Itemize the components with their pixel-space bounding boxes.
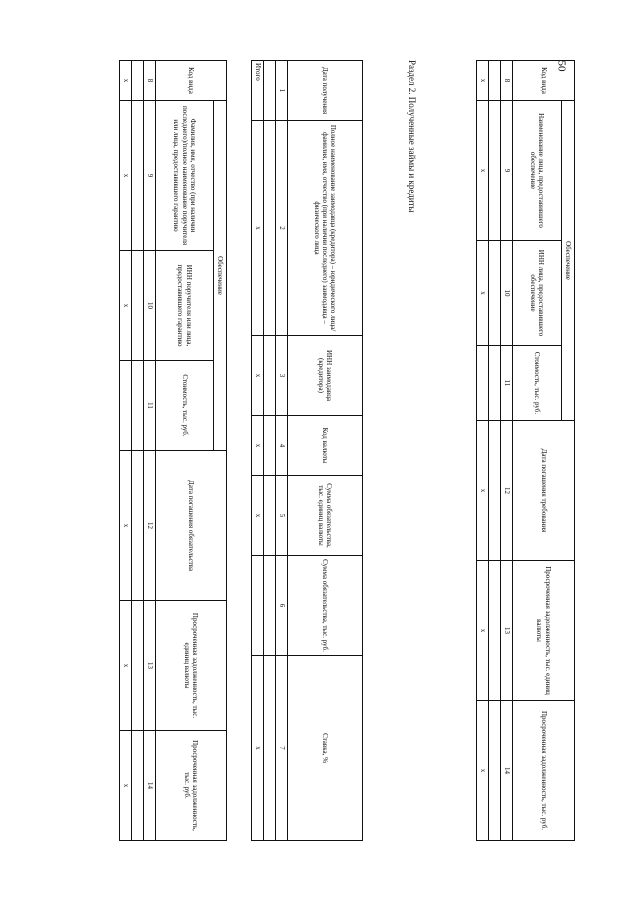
col-number: 4: [276, 416, 288, 476]
col-number: 6: [276, 556, 288, 656]
itogo-label: Итого: [252, 61, 264, 121]
header-fio-poruchitelya: Фамилия, имя, отчество (при наличии последнего)/полное наименование поручителя или лица, предоставившего гарантию: [156, 101, 214, 251]
header-summa-rub: Сумма обязательства, тыс. руб.: [288, 556, 363, 656]
x-cell: х: [252, 416, 264, 476]
header-inn-poruchitelya: ИНН поручителя или лица, предоставившего гарантию: [156, 251, 214, 361]
empty-row: [132, 61, 144, 841]
header-kod-vida: Код вида: [156, 61, 227, 101]
x-cell: х: [252, 336, 264, 416]
x-cell: х: [120, 601, 132, 731]
header-summa-valuta: Сумма обязательства, тыс. единиц валюты: [288, 476, 363, 556]
header-prosr-valuta: Просроченная задолженность, тыс. единиц валюты: [513, 561, 575, 701]
empty-row: [489, 61, 501, 841]
col-number: 3: [276, 336, 288, 416]
x-cell: х: [477, 61, 489, 101]
header-prosr-valuta: Просроченная задолженность, тыс. единиц валюты: [156, 601, 227, 731]
header-data-polucheniya: Дата получения: [288, 61, 363, 121]
header-data-pogasheniya: Дата погашения требования: [513, 421, 575, 561]
x-cell: [120, 361, 132, 451]
x-cell: х: [477, 241, 489, 346]
x-cell: х: [252, 476, 264, 556]
x-cell: х: [477, 701, 489, 841]
collateral-table-loans: [119, 60, 227, 841]
page-number: 50: [555, 60, 568, 72]
col-number: 9: [501, 101, 513, 241]
header-inn-lica: ИНН лица, предоставившего обеспечение: [513, 241, 562, 346]
x-row: [120, 61, 132, 841]
x-cell: х: [477, 561, 489, 701]
col-number: 11: [501, 346, 513, 421]
col-number: 10: [144, 251, 156, 361]
x-cell: х: [120, 101, 132, 251]
col-number: 12: [501, 421, 513, 561]
header-stavka: Ставка, %: [288, 656, 363, 841]
x-cell: х: [120, 731, 132, 841]
x-cell: х: [477, 101, 489, 241]
x-cell: х: [120, 61, 132, 101]
collateral-table-receivables: [476, 60, 575, 841]
header-obespechenie: Обеспечение: [214, 101, 227, 451]
header-stoimost: Стоимость, тыс. руб.: [156, 361, 214, 451]
col-number: 11: [144, 361, 156, 451]
x-cell: х: [252, 656, 264, 841]
col-number: 5: [276, 476, 288, 556]
rotated-page-content: [95, 60, 575, 840]
x-cell: х: [252, 121, 264, 336]
x-cell: [477, 346, 489, 421]
col-number: 10: [501, 241, 513, 346]
header-data-pogasheniya: Дата погашения обязательства: [156, 451, 227, 601]
col-number: 7: [276, 656, 288, 841]
loans-received-table: [251, 60, 363, 841]
col-number: 13: [144, 601, 156, 731]
x-cell: х: [120, 251, 132, 361]
empty-row: [264, 61, 276, 841]
col-number: 2: [276, 121, 288, 336]
header-prosr-rub: Просроченная задолженность, тыс. руб.: [156, 731, 227, 841]
col-number: 9: [144, 101, 156, 251]
header-naim-lica: Наименование лица, предоставившего обеспечение: [513, 101, 562, 241]
col-number: 12: [144, 451, 156, 601]
col-number: 1: [276, 61, 288, 121]
header-obespechenie: Обеспечение: [562, 101, 575, 421]
itogo-row: [252, 61, 264, 841]
column-numbers-row: [501, 61, 513, 841]
column-numbers-row: [144, 61, 156, 841]
col-number: 8: [501, 61, 513, 101]
x-cell: х: [120, 451, 132, 601]
header-prosr-rub: Просроченная задолженность, тыс. руб.: [513, 701, 575, 841]
col-number: 13: [501, 561, 513, 701]
x-cell: х: [477, 421, 489, 561]
col-number: 14: [144, 731, 156, 841]
section-2-title: Раздел 2. Полученные займы и кредиты: [407, 60, 417, 213]
col-number: 14: [501, 701, 513, 841]
x-row: [477, 61, 489, 841]
header-inn-zaimodavca: ИНН заимодавца (кредитора): [288, 336, 363, 416]
header-kod-valyuty: Код валюты: [288, 416, 363, 476]
header-kod-vida: Код вида: [513, 61, 575, 101]
col-number: 8: [144, 61, 156, 101]
x-cell: [252, 556, 264, 656]
header-naim-zaimodavca: Полное наименование заимодавца (кредитора) – юридического лица/фамилия, имя, отчество (при наличии последнего) заимодавца – физического лица: [288, 121, 363, 336]
header-stoimost: Стоимость, тыс. руб.: [513, 346, 562, 421]
column-numbers-row: [276, 61, 288, 841]
